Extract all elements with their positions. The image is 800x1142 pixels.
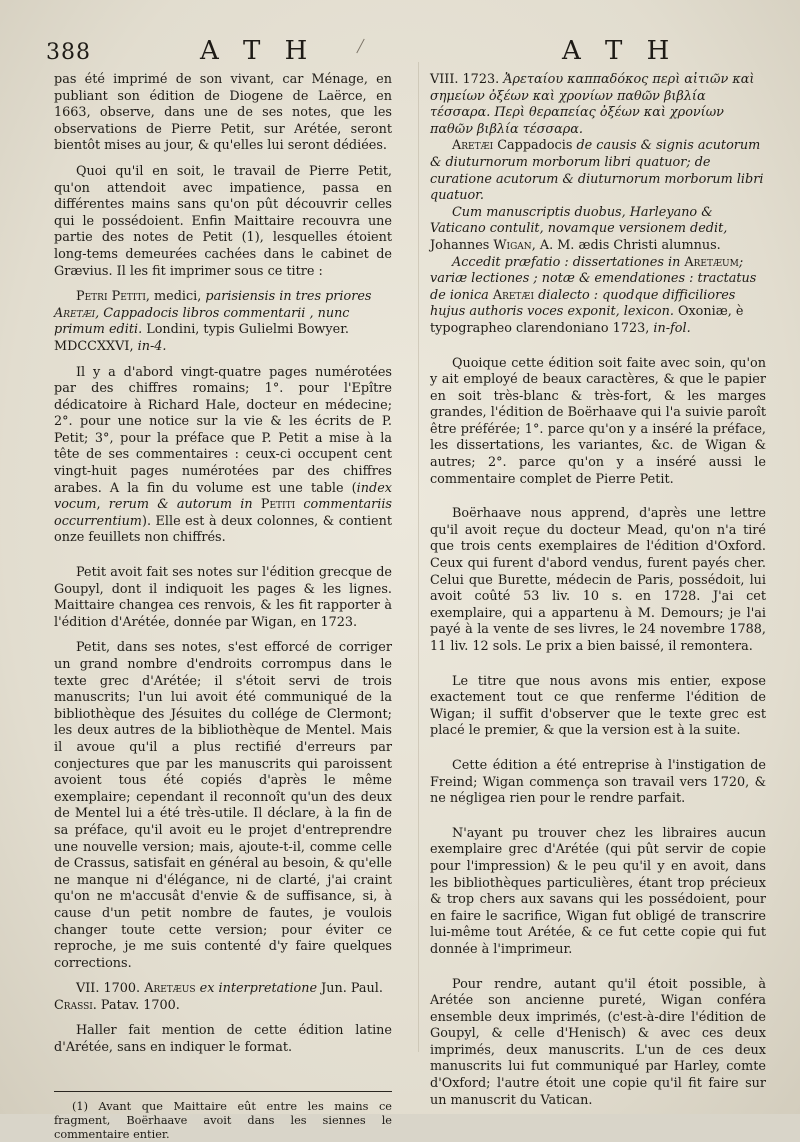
bibliographic-entry: VII. 1700. Aretæus ex interpretatione Jun. Paul. Crassi. Patav. 1700.	[54, 981, 383, 1013]
paragraph: Pour rendre, autant qu'il étoit possible, à Arétée son ancienne pureté, Wigan conféra ensemble deux imprimés, (c'est-à-dire l'édition de Goupyl, & celle d'Henisch) & avec ces deux imprimés, deux manuscrits. L'un de ces deux manuscrits lui fut communiqué par Harley, comte d'Oxford; l'autre étoit une copie qu'il fit faire sur un manuscrit du Vatican.	[430, 976, 766, 1108]
bibliographic-entry: Petri Petiti, medici, parisiensis in tres priores Aretæi, Cappadocis libros commentarii , nunc primum editi. Londini, typis Gulielmi Bowyer. MDCCXXVI, in-4.	[54, 289, 372, 354]
running-head-right: A T H	[562, 36, 678, 66]
running-head-left: A T H	[200, 36, 316, 66]
footnote: (1) Avant que Maittaire eût entre les mains ce fragment, Boërhaave avoit dans les siennes le commentaire entier.	[54, 1099, 392, 1141]
page-header	[0, 36, 800, 66]
paragraph: Cette édition a été entreprise à l'instigation de Freind; Wigan commença son travail vers 1720, & ne négligea rien pour le rendre parfait.	[430, 757, 766, 807]
bibliographic-entry: Aretæi Cappadocis de causis & signis acutorum & diuturnorum morborum libri quatuor; de curatione acutorum & diuturnorum morborum libri quatuor.	[430, 138, 764, 204]
bibliographic-entry: VIII. 1723. Ἀρεταίου καππαδόκος περὶ αἰτιῶν καὶ σημείων ὀξέων καὶ χρονίων παθῶν βιβλία τέσσαρα. Περὶ θεραπείας ὀξέων καὶ χρονίων παθῶν βιβλία τέσσαρα.	[430, 72, 755, 137]
paragraph: Le titre que nous avons mis entier, expose exactement tout ce que renferme l'édition de Wigan; il suffit d'observer que le texte grec est placé le premier, & que la version est à la suite.	[430, 673, 766, 739]
paragraph: Petit, dans ses notes, s'est efforcé de corriger un grand nombre d'endroits corrompus dans le texte grec d'Arétée; il s'étoit servi de trois manuscrits; l'un lui avoit été communiqué de la bibliothèque des Jésuites du collége de Clermont; les deux autres de la bibliothèque de Mentel. Mais il avoue qu'il a plus rectifié d'erreurs par conjectures que par les manuscrits qui paroissent avoient tous été copiés d'après le même exemplaire; cependant il reconnoît qu'un des deux de Mentel lui a été très-utile. Il déclare, à la fin de sa préface, qu'il avoit eu le projet d'entreprendre une nouvelle version; mais, ajoute-t-il, comme celle de Crassus, satisfait en général au besoin, & qu'elle ne manque ni d'élégance, ni de clarté, j'ai craint qu'on ne m'accusât d'envie & de suffisance, si, à cause d'un petit nombre de fautes, je voulois changer toute cette version; pour éviter ce reproche, je me suis contenté d'y faire quelques corrections.	[54, 640, 392, 971]
paragraph: pas été imprimé de son vivant, car Ménage, en publiant son édition de Diogene de Laërce, en 1663, observe, dans une de ses notes, que les observations de Pierre Petit, sur Arétée, seront bientôt mises au jour, & qu'elles lui seront dédiées.	[54, 72, 392, 154]
bibliographic-entry: Cum manuscriptis duobus, Harleyano & Vaticano contulit, novamque versionem dedit, Johannes Wigan, A. M. ædis Christi alumnus.	[430, 204, 728, 253]
column-gutter	[418, 62, 419, 1052]
pencil-mark	[356, 39, 364, 54]
footnote-rule	[54, 1091, 392, 1092]
left-column	[54, 72, 392, 1142]
paragraph: Quoi qu'il en soit, le travail de Pierre Petit, qu'on attendoit avec impatience, passa en différentes mains sans qu'on pût découvrir celles qui le possédoient. Enfin Maittaire recouvra une partie des notes de Petit (1), lesquelles étoient long-tems demeurées cachées dans le cabinet de Grævius. Il les fit imprimer sous ce titre :	[54, 163, 392, 279]
paragraph: Il y a d'abord vingt-quatre pages numérotées par des chiffres romains; 1°. pour l'Epître dédicatoire à Richard Hale, docteur en médecine; 2°. pour une notice sur la vie & les écrits de P. Petit; 3°, pour la préface que P. Petit a mise à la tête de ses commentaires : ceux-ci occupent cent vingt-huit pages numérotées par des chiffres arabes. A la fin du volume est une table (index vocum, rerum & autorum in Petiti commentariis occurrentium). Elle est à deux colonnes, & contient onze feuillets non chiffrés.	[54, 364, 392, 546]
paragraph: Petit avoit fait ses notes sur l'édition grecque de Goupyl, dont il indiquoit les pages & les lignes. Maittaire changea ces renvois, & les fit rapporter à l'édition d'Arétée, donnée par Wigan, en 1723.	[54, 565, 392, 630]
paragraph: Boërhaave nous apprend, d'après une lettre qu'il avoit reçue du docteur Mead, qu'on n'a tiré que trois cents exemplaires de l'édition d'Oxford. Ceux qui furent d'abord vendus, furent payés cher. Celui que Burette, médecin de Paris, possédoit, lui avoit coûté 53 liv. 10 s. en 1728. J'ai cet exemplaire, qui a appartenu à M. Demours; je l'ai payé à la vente de ses livres, le 24 novembre 1788, 11 liv. 12 sols. Le prix a bien baissé, il remontera.	[430, 506, 766, 654]
paragraph: Haller fait mention de cette édition latine d'Arétée, sans en indiquer le format.	[54, 1023, 392, 1056]
right-column	[430, 72, 766, 1109]
greek-title: Ἀρεταίου καππαδόκος περὶ αἰτιῶν καὶ σημείων ὀξέων καὶ χρονίων παθῶν βιβλία τέσσαρα. Περὶ θεραπείας ὀξέων καὶ χρονίων παθῶν βιβλία τέσσαρα.	[430, 72, 755, 137]
page-number: 388	[46, 40, 91, 65]
paragraph: N'ayant pu trouver chez les libraires aucun exemplaire grec d'Arétée (qui pût servir de copie pour l'impression) & le peu qu'il y en avoit, dans les bibliothèques particulières, étant trop précieux & trop chers aux savans qui les possédoient, pour en faire le sacrifice, Wigan fut obligé de transcrire lui-même tout Arétée, & ce fut cette copie qui fut donnée à l'imprimeur.	[430, 825, 766, 957]
bibliographic-entry: Accedit præfatio : dissertationes in Aretæum; variæ lectiones ; notæ & emendationes : tractatus de ionica Aretæi dialecto : quodque difficiliores hujus authoris voces exponit, lexicon. Oxoniæ, è typographeo clarendoniano 1723, in-fol.	[430, 254, 757, 336]
paragraph: Quoique cette édition soit faite avec soin, qu'on y ait employé de beaux caractères, & que le papier en soit très-blanc & très-fort, & les marges grandes, l'édition de Boërhaave qui l'a suivie paroît être préférée; 1°. parce qu'on y a inséré la préface, les dissertations, les variantes, &c. de Wigan & autres; 2°. parce qu'on y a inséré aussi le commentaire complet de Pierre Petit.	[430, 355, 766, 487]
